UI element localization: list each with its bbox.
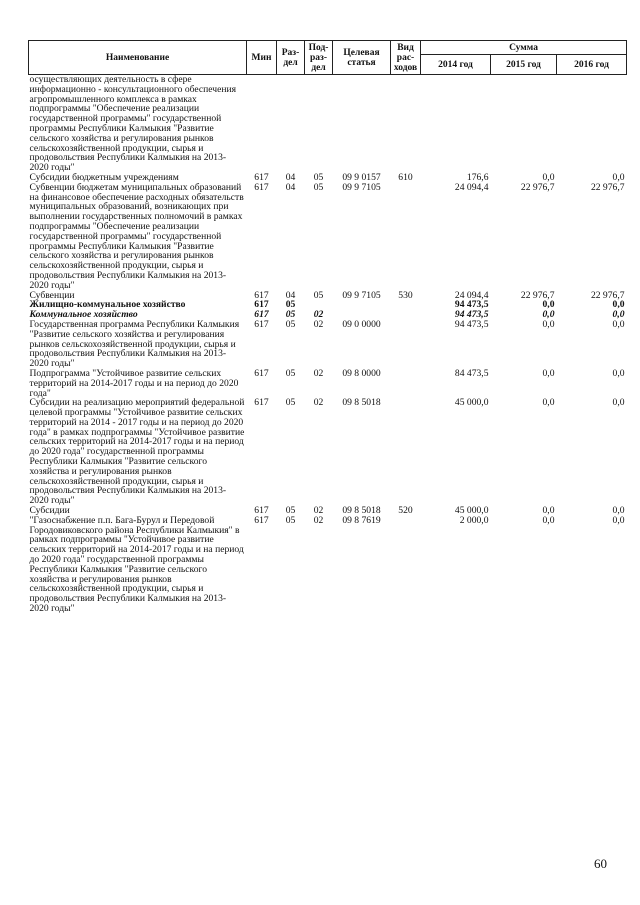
row-min: 617 — [254, 397, 269, 409]
row-podrazdel — [305, 75, 333, 173]
row-name: Субсидии на реализацию мероприятий федеральной целевой программы "Устойчивое развитие сельских территорий на 2014 - 2017 годы и на период до 2020 года" в рамках подпрограммы "Устойчивое развитие сельских территорий на 2014-2017 годы и на период до 2020 года" государственной программы Республики Калмыкия "Развитие сельского хозяйства и регулирования рынков сельскохозяйственной продукции, сырья и продовольствия Республики Калмыкия на 2013-2020 годы" — [29, 397, 245, 507]
header-min: Мин — [247, 41, 277, 75]
row-celevaya-statya: 09 9 0157 — [342, 171, 381, 183]
row-celevaya-statya: 09 8 7619 — [342, 514, 381, 526]
table-row — [29, 516, 627, 614]
row-min: 617 — [254, 309, 269, 321]
row-podrazdel: 05 — [313, 171, 324, 183]
row-min: 617 — [254, 171, 269, 183]
row-celevaya-statya: 09 8 5018 — [342, 505, 381, 517]
row-min: 617 — [254, 318, 269, 330]
row-name: Коммунальное хозяйство — [29, 309, 138, 321]
row-name: Субвенции бюджетам муниципальных образований на финансовое обеспечение расходных обязательств муниципальных образований, возникающих при выполнении государственных полномочий в рамках подпрограммы "Обеспечение реализации государственной программы" государственной программы Республики Калмыкия "Развитие сельского хозяйства и регулирования рынков сельскохозяйственной продукции, сырья и продовольствия Республики Калмыкия на 2013-2020 годы" — [29, 181, 244, 291]
row-sum-2015: 0,0 — [542, 367, 555, 379]
row-name: Жилищно-коммунальное хозяйство — [29, 299, 186, 311]
row-razdel: 05 — [285, 514, 296, 526]
row-razdel: 04 — [285, 171, 296, 183]
header-podrazdel: Под- раз- дел — [305, 41, 333, 75]
row-sum-2015: 0,0 — [542, 171, 555, 183]
row-vid-rashodov: 610 — [398, 171, 413, 183]
header-razdel: Раз- дел — [277, 41, 305, 75]
row-vid-rashodov: 520 — [398, 505, 413, 517]
row-min: 617 — [254, 289, 269, 301]
row-celevaya-statya — [333, 300, 391, 310]
row-razdel: 05 — [285, 309, 296, 321]
row-podrazdel: 02 — [313, 367, 324, 379]
row-name: Субсидии бюджетным учреждениям — [29, 171, 179, 183]
table-row — [29, 320, 627, 369]
row-razdel: 05 — [285, 505, 296, 517]
row-razdel: 04 — [285, 289, 296, 301]
row-vid-rashodov — [391, 320, 421, 369]
row-min: 617 — [254, 299, 269, 311]
row-min: 617 — [254, 181, 269, 193]
row-sum-2015: 0,0 — [542, 514, 555, 526]
row-sum-2014: 94 473,5 — [454, 318, 489, 330]
table-header — [29, 41, 627, 75]
row-podrazdel: 02 — [313, 309, 324, 321]
table-body — [29, 75, 627, 614]
row-name: Государственная программа Республики Калмыкия "Развитие сельского хозяйства и регулирования рынков сельскохозяйственной продукции, сырья и продовольствия Республики Калмыкия на 2013-2020 годы" — [29, 318, 240, 370]
row-sum-2015: 0,0 — [542, 318, 555, 330]
row-vid-rashodov — [391, 75, 421, 173]
row-vid-rashodov — [391, 300, 421, 310]
row-name: Субсидии — [29, 505, 70, 517]
row-celevaya-statya: 09 8 0000 — [342, 367, 381, 379]
header-year-2014: 2014 год — [421, 55, 491, 75]
row-sum-2015: 0,0 — [542, 299, 555, 311]
table-row — [29, 183, 627, 291]
row-min: 617 — [254, 514, 269, 526]
row-sum-2014: 2 000,0 — [459, 514, 489, 526]
budget-table — [28, 40, 627, 614]
row-vid-rashodov — [391, 398, 421, 506]
row-razdel: 05 — [285, 397, 296, 409]
row-vid-rashodov — [391, 310, 421, 320]
header-vid: Вид рас- ходов — [391, 41, 421, 75]
row-razdel: 05 — [285, 299, 296, 311]
row-sum-2016: 0,0 — [612, 171, 625, 183]
row-celevaya-statya: 09 9 7105 — [342, 181, 381, 193]
row-sum-2015: 22 976,7 — [520, 181, 555, 193]
row-sum-2015: 0,0 — [542, 397, 555, 409]
row-name: осуществляющих деятельность в сфере информационно - консультационного обеспечения агропромышленного комплекса в рамках подпрограммы "Обеспечение реализации государственной программы" государственной программы Республики Калмыкия "Развитие сельского хозяйства и регулирования рынков сельскохозяйственной продукции, сырья и продовольствия Республики Калмыкия на 2013-2020 годы" — [29, 74, 237, 174]
row-name: Субвенции — [29, 289, 75, 301]
row-vid-rashodov — [391, 516, 421, 614]
row-sum-2016: 0,0 — [612, 367, 625, 379]
row-sum-2015: 0,0 — [542, 505, 555, 517]
row-sum-2015 — [491, 75, 557, 173]
row-celevaya-statya: 09 8 5018 — [342, 397, 381, 409]
header-name: Наименование — [29, 41, 247, 75]
row-sum-2016: 0,0 — [612, 309, 625, 321]
row-vid-rashodov — [391, 183, 421, 291]
row-razdel — [277, 75, 305, 173]
row-sum-2016: 22 976,7 — [590, 289, 625, 301]
row-podrazdel: 02 — [313, 397, 324, 409]
row-podrazdel: 02 — [313, 318, 324, 330]
row-sum-2016: 22 976,7 — [590, 181, 625, 193]
header-celevaya: Целевая статья — [333, 41, 391, 75]
row-podrazdel: 02 — [313, 505, 324, 517]
row-sum-2016: 0,0 — [612, 505, 625, 517]
row-sum-2014: 45 000,0 — [454, 505, 489, 517]
row-sum-2016: 0,0 — [612, 318, 625, 330]
row-sum-2014: 176,6 — [466, 171, 489, 183]
row-min — [247, 75, 277, 173]
row-sum-2014: 24 094,4 — [454, 289, 489, 301]
page-number: 60 — [594, 856, 607, 871]
row-sum-2014 — [421, 75, 491, 173]
row-sum-2014: 94 473,5 — [454, 299, 489, 311]
row-celevaya-statya — [333, 75, 391, 173]
row-sum-2014: 24 094,4 — [454, 181, 489, 193]
row-vid-rashodov: 530 — [398, 289, 413, 301]
row-razdel: 05 — [285, 367, 296, 379]
row-sum-2015: 0,0 — [542, 309, 555, 321]
row-celevaya-statya: 09 0 0000 — [342, 318, 381, 330]
header-year-2015: 2015 год — [491, 55, 557, 75]
row-min: 617 — [254, 505, 269, 517]
table-row — [29, 369, 627, 398]
budget-table-page — [28, 40, 626, 614]
row-celevaya-statya: 09 9 7105 — [342, 289, 381, 301]
row-razdel: 04 — [285, 181, 296, 193]
row-name: "Газоснабжение п.п. Бага-Бурул и Передовой Городовиковского района Республики Калмыкия" в рамках подпрограммы "Устойчивое развитие сельских территорий на 2014-2017 годы и на период до 2020 года" государственной программы Республики Калмыкия "Развитие сельского хозяйства и регулирования рынков сельскохозяйственной продукции, сырья и продовольствия Республики Калмыкия на 2013-2020 годы" — [29, 514, 244, 615]
header-summa: Сумма — [421, 41, 627, 55]
row-podrazdel: 02 — [313, 514, 324, 526]
row-sum-2014: 45 000,0 — [454, 397, 489, 409]
table-row — [29, 398, 627, 506]
table-row — [29, 75, 627, 173]
row-razdel: 05 — [285, 318, 296, 330]
row-vid-rashodov — [391, 369, 421, 398]
row-sum-2014: 94 473,5 — [454, 309, 489, 321]
row-sum-2016 — [557, 75, 627, 173]
row-sum-2014: 84 473,5 — [454, 367, 489, 379]
header-year-2016: 2016 год — [557, 55, 627, 75]
row-min: 617 — [254, 367, 269, 379]
row-sum-2016: 0,0 — [612, 397, 625, 409]
row-sum-2016: 0,0 — [612, 514, 625, 526]
row-sum-2016: 0,0 — [612, 299, 625, 311]
row-name: Подпрограмма "Устойчивое развитие сельских территорий на 2014-2017 годы и на период до 2020 года" — [29, 367, 239, 399]
row-podrazdel: 05 — [313, 181, 324, 193]
row-sum-2015: 22 976,7 — [520, 289, 555, 301]
row-podrazdel: 05 — [313, 289, 324, 301]
